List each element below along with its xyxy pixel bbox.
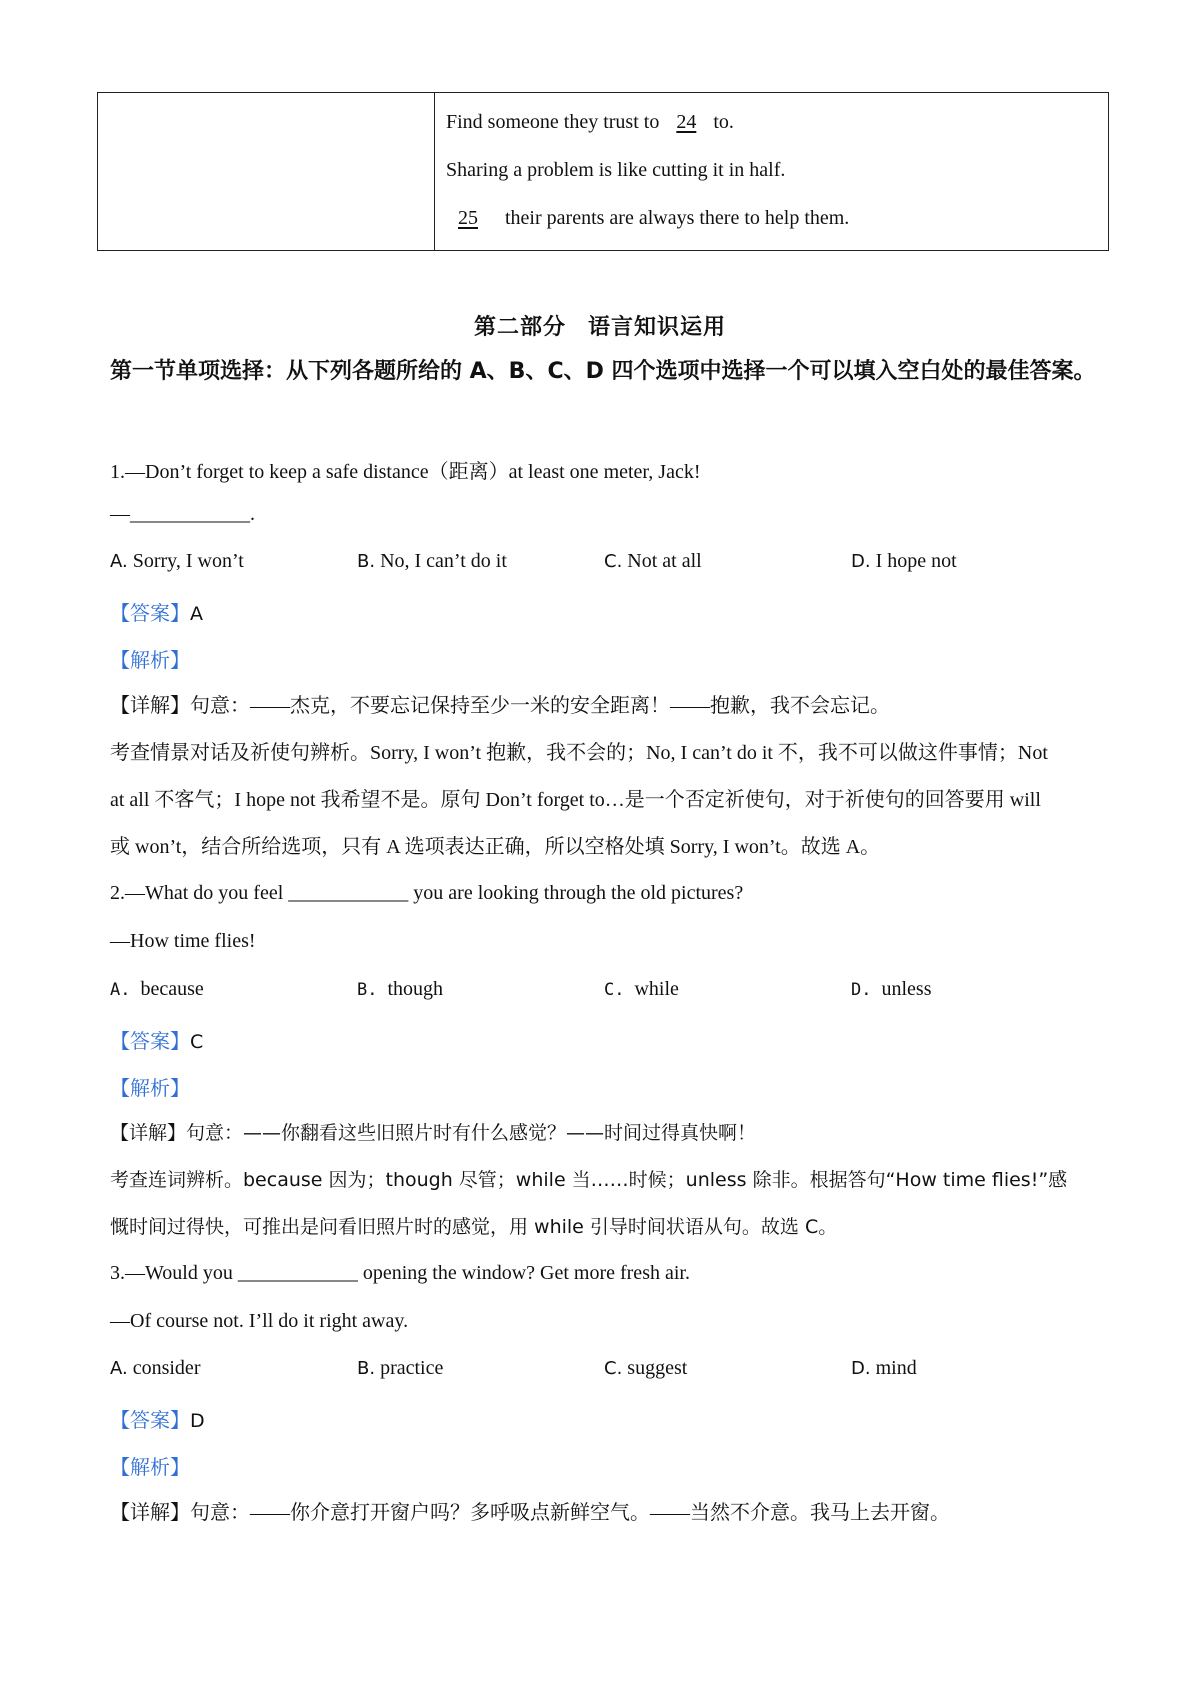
option-text: unless xyxy=(881,978,932,1000)
option-text: practice xyxy=(380,1357,444,1379)
section-name: 语言知识运用 xyxy=(588,315,727,340)
detail-line: 考查连词辨析。because 因为；though 尽管；while 当……时候；unless 除非。根据答句“How time flies!”感 xyxy=(110,1169,1068,1191)
answer-value: D xyxy=(190,1410,205,1432)
detail-line: 或 won’t，结合所给选项，只有 A 选项表达正确，所以空格处填 Sorry, I won’t。故选 A。 xyxy=(110,836,881,858)
detail-line: 考查情景对话及祈使句辨析。Sorry, I won’t 抱歉，我不会的；No, I can’t do it 不，我不可以做这件事情；Not xyxy=(110,742,1048,764)
analysis-tag: 【解析】 xyxy=(110,1076,190,1100)
table-column-divider xyxy=(434,93,435,250)
section-part: 第二部分 xyxy=(473,315,566,340)
answer-value: C xyxy=(190,1031,204,1053)
option-text: while xyxy=(634,978,679,1000)
option-letter: A. xyxy=(110,551,128,572)
table-line-2: Sharing a problem is like cutting it in half. xyxy=(446,159,786,181)
question-3-stem: 3.—Would you ____________ opening the window? Get more fresh air. xyxy=(110,1262,690,1284)
option-letter: C. xyxy=(604,551,623,572)
question-1-option-a xyxy=(110,550,244,573)
detail-line: at all 不客气；I hope not 我希望不是。原句 Don’t forget to…是一个否定祈使句，对于祈使句的回答要用 will xyxy=(110,789,1041,811)
option-text: No, I can’t do it xyxy=(380,550,507,572)
option-letter: C. xyxy=(604,1358,623,1379)
option-letter: D. xyxy=(851,980,872,1000)
question-1-stem: 1.—Don’t forget to keep a safe distance（距离）at least one meter, Jack! xyxy=(110,461,701,483)
table-line-1 xyxy=(446,111,734,134)
option-text: because xyxy=(140,978,204,1000)
question-2-reply: —How time flies! xyxy=(110,930,256,952)
question-2-option-d xyxy=(851,978,931,1001)
detail-tag: 【详解】 xyxy=(110,1500,190,1524)
question-3-answer xyxy=(110,1404,205,1433)
option-letter: C. xyxy=(604,980,625,1000)
question-1-option-d xyxy=(851,550,957,573)
option-text: though xyxy=(387,978,444,1000)
option-text: suggest xyxy=(627,1357,688,1379)
detail-line: 慨时间过得快，可推出是问看旧照片时的感觉，用 while 引导时间状语从句。故选 C。 xyxy=(110,1216,838,1238)
question-2-option-c xyxy=(604,978,679,1001)
detail-tag: 【详解】 xyxy=(110,693,190,717)
table-line-1-post: to. xyxy=(713,111,734,133)
option-letter: B. xyxy=(357,551,376,572)
answer-tag: 【答案】 xyxy=(110,1029,190,1053)
option-text: I hope not xyxy=(875,550,957,572)
section-title xyxy=(0,310,1200,341)
answer-value: A xyxy=(190,603,203,625)
table-line-1-pre: Find someone they trust to xyxy=(446,111,660,133)
detail-line: 【详解】句意：——你介意打开窗户吗？多呼吸点新鲜空气。——当然不介意。我马上去开窗。 xyxy=(110,1500,950,1524)
table-line-3-post: their parents are always there to help them. xyxy=(505,207,850,229)
question-1-reply: —____________. xyxy=(110,503,255,525)
detail-line: 【详解】句意：——杰克，不要忘记保持至少一米的安全距离！——抱歉，我不会忘记。 xyxy=(110,693,890,717)
section-instruction: 第一节单项选择：从下列各题所给的 A、B、C、D 四个选项中选择一个可以填入空白处的最佳答案。 xyxy=(110,359,1096,384)
question-3-reply: —Of course not. I’ll do it right away. xyxy=(110,1310,409,1332)
option-letter: B. xyxy=(357,1358,376,1379)
option-letter: A. xyxy=(110,1358,128,1379)
option-text: Not at all xyxy=(627,550,702,572)
question-3-option-c xyxy=(604,1357,687,1380)
question-2-option-a xyxy=(110,978,204,1001)
blank-25: 25 xyxy=(458,207,478,229)
question-2-detail xyxy=(110,1110,1100,1251)
option-letter: B. xyxy=(357,980,378,1000)
detail-tag: 【详解】 xyxy=(110,1122,187,1144)
option-text: consider xyxy=(132,1357,201,1379)
option-letter: D. xyxy=(851,1358,871,1379)
passage-table xyxy=(97,92,1109,251)
blank-24: 24 xyxy=(676,111,697,133)
question-1-option-c xyxy=(604,550,702,573)
answer-tag: 【答案】 xyxy=(110,601,190,625)
option-text: mind xyxy=(875,1357,917,1379)
question-3-analysis xyxy=(110,1451,190,1480)
question-1-answer xyxy=(110,597,203,626)
question-3-option-d xyxy=(851,1357,917,1380)
question-2-option-b xyxy=(357,978,443,1001)
question-2-answer xyxy=(110,1025,203,1054)
option-text: Sorry, I won’t xyxy=(132,550,244,572)
question-1-analysis xyxy=(110,644,190,673)
analysis-tag: 【解析】 xyxy=(110,1455,190,1479)
question-1-option-b xyxy=(357,550,507,573)
question-3-detail xyxy=(110,1489,1100,1537)
question-2-stem: 2.—What do you feel ____________ you are looking through the old pictures? xyxy=(110,882,744,904)
question-3-option-b xyxy=(357,1357,443,1380)
detail-line: 【详解】句意：——你翻看这些旧照片时有什么感觉？——时间过得真快啊！ xyxy=(110,1122,757,1144)
answer-tag: 【答案】 xyxy=(110,1408,190,1432)
table-line-3 xyxy=(446,207,849,230)
option-letter: A. xyxy=(110,980,131,1000)
option-letter: D. xyxy=(851,551,871,572)
question-3-option-a xyxy=(110,1357,200,1380)
analysis-tag: 【解析】 xyxy=(110,648,190,672)
question-2-analysis xyxy=(110,1072,190,1101)
question-1-detail xyxy=(110,682,1100,871)
